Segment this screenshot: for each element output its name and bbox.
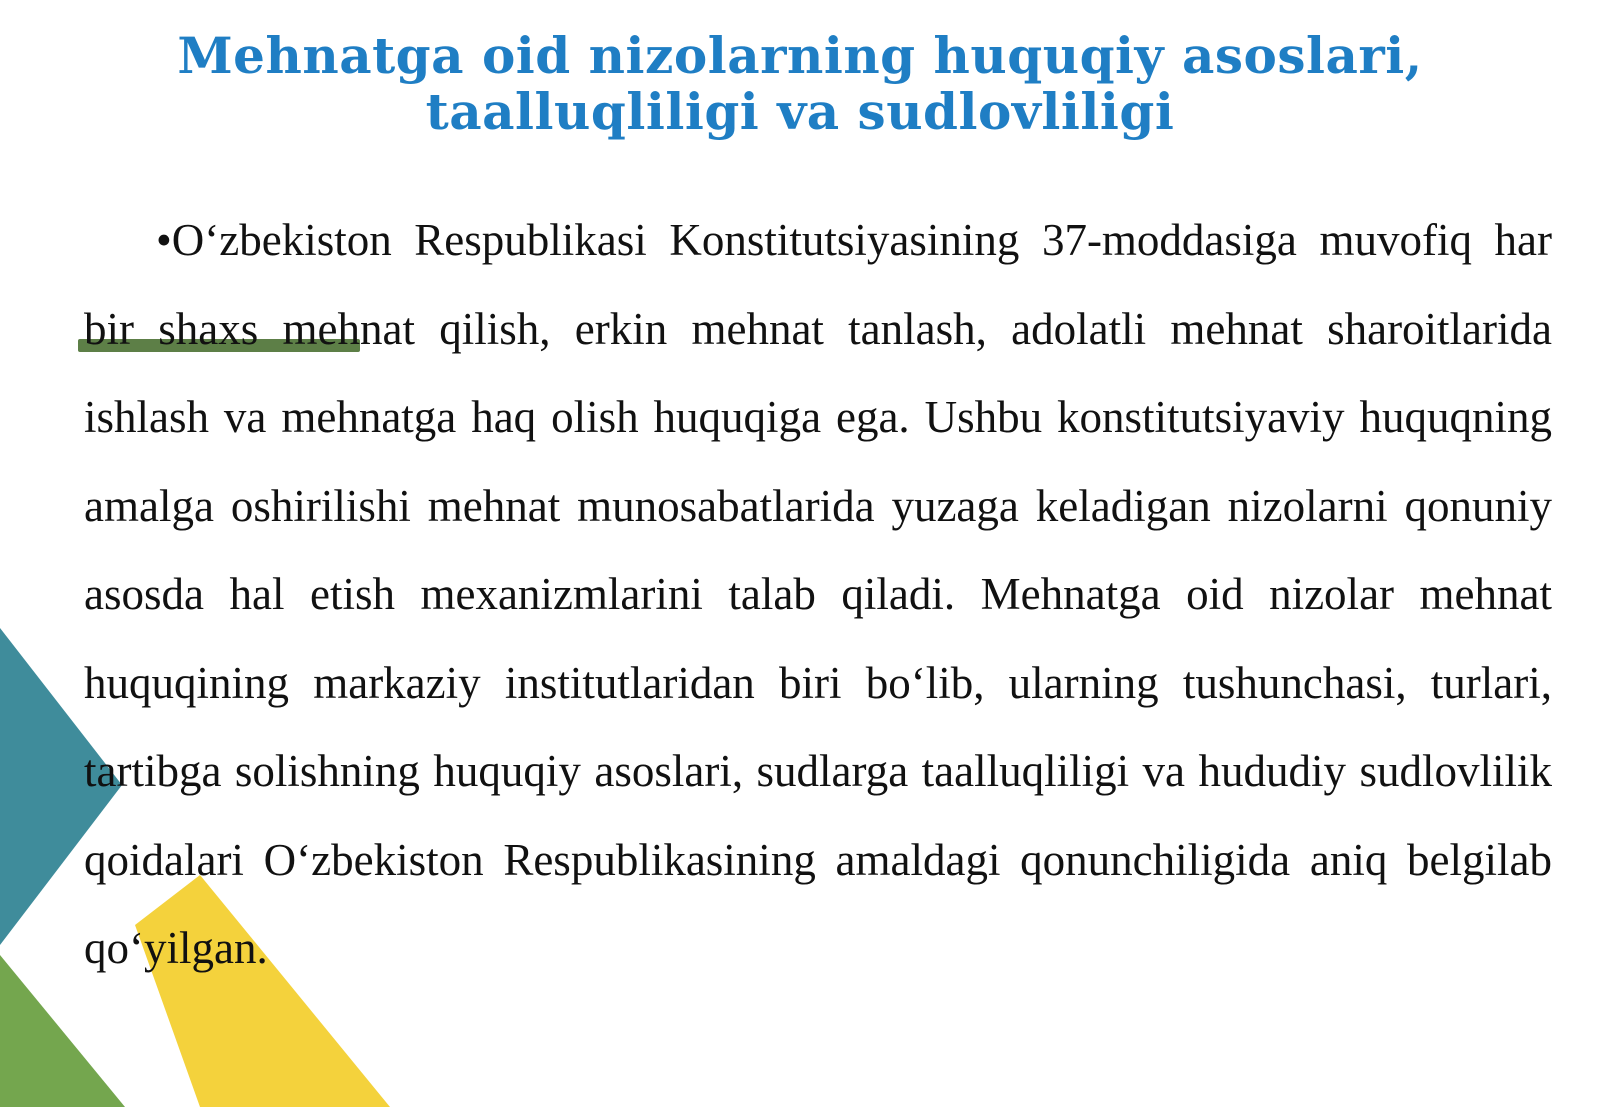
title-line-1: Mehnatga oid nizolarning huquqiy asoslari, <box>177 26 1423 85</box>
paragraph-text: O‘zbekiston Respublikasi Konstitutsiyasining 37-moddasiga muvofiq har bir shaxs mehnat qilish, erkin mehnat tanlash, adolatli mehnat sharoitlarida ishlash va mehnatga haq olish huquqiga ega. Ushbu konstitutsiyaviy huquqning amalga oshirilishi mehnat munosabatlarida yuzaga keladigan nizolarni qonuniy asosda hal etish mexanizmlarini talab qiladi. Mehnatga oid nizolar mehnat huquqining markaziy institutlaridan biri bo‘lib, ularning tushunchasi, turlari, tartibga solishning huquqiy asoslari, sudlarga taalluqliligi va hududiy sudlovlilik qoidalari O‘zbekiston Respublikasining amaldagi qonunchiligida aniq belgilab qo‘yilgan. <box>84 215 1552 973</box>
slide-title <box>80 28 1520 140</box>
body-paragraph <box>84 196 1552 993</box>
bullet: • <box>156 215 172 265</box>
slide-body <box>84 196 1552 993</box>
title-line-2: taalluqliligi va sudlovliligi <box>425 82 1175 141</box>
